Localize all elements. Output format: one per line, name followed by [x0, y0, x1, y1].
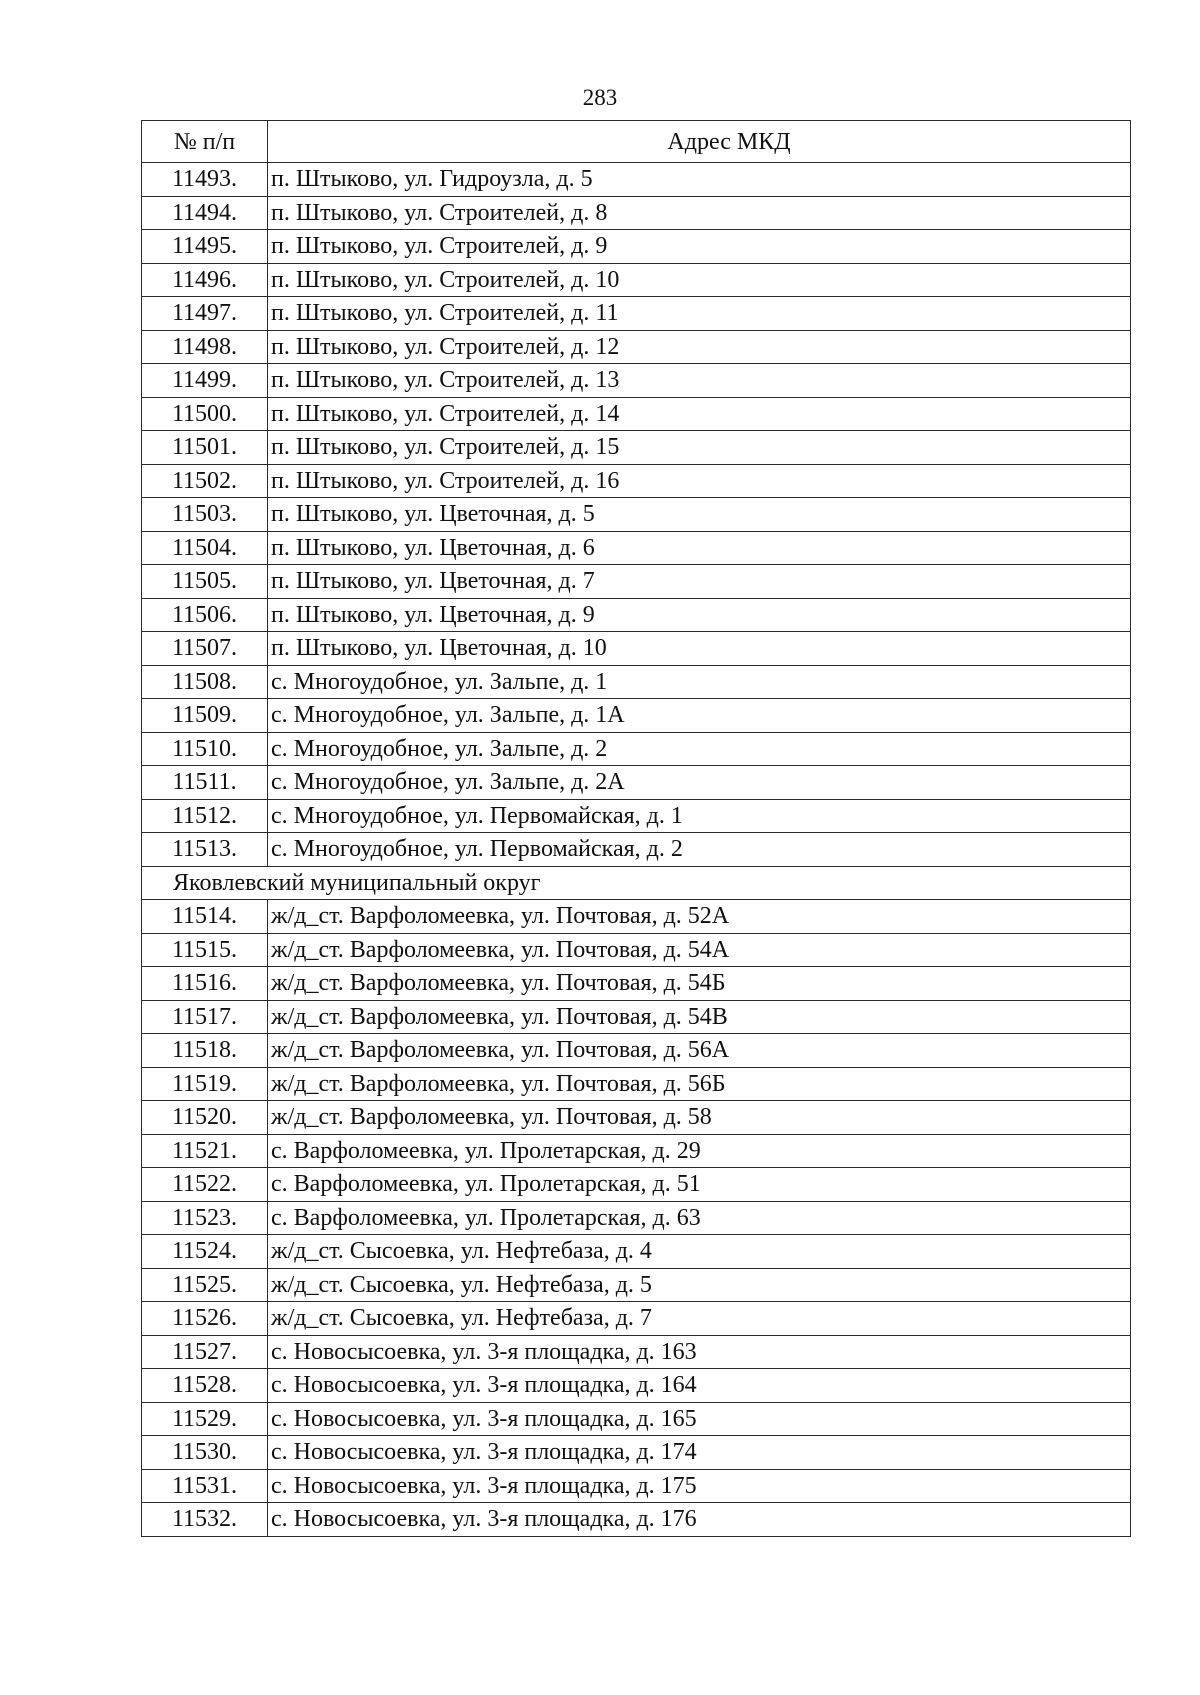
table-row: [142, 665, 1131, 699]
row-address: п. Штыково, ул. Строителей, д. 10: [268, 263, 1131, 297]
table-row: [142, 1000, 1131, 1034]
row-address: п. Штыково, ул. Строителей, д. 16: [268, 464, 1131, 498]
table-body: [142, 163, 1131, 1537]
row-number: 11496.: [142, 263, 268, 297]
row-address: с. Новосысоевка, ул. 3-я площадка, д. 175: [268, 1469, 1131, 1503]
section-row: [142, 866, 1131, 900]
table-row: [142, 1469, 1131, 1503]
row-number: 11504.: [142, 531, 268, 565]
table-row: [142, 1168, 1131, 1202]
row-number: 11497.: [142, 297, 268, 331]
row-number: 11512.: [142, 799, 268, 833]
table-row: [142, 364, 1131, 398]
row-number: 11510.: [142, 732, 268, 766]
table-row: [142, 230, 1131, 264]
row-number: 11520.: [142, 1101, 268, 1135]
row-number: 11530.: [142, 1436, 268, 1470]
row-number: 11528.: [142, 1369, 268, 1403]
row-address: с. Новосысоевка, ул. 3-я площадка, д. 163: [268, 1335, 1131, 1369]
row-number: 11506.: [142, 598, 268, 632]
table-row: [142, 531, 1131, 565]
row-address: п. Штыково, ул. Цветочная, д. 9: [268, 598, 1131, 632]
table-row: [142, 933, 1131, 967]
row-address: п. Штыково, ул. Цветочная, д. 5: [268, 498, 1131, 532]
row-number: 11508.: [142, 665, 268, 699]
row-number: 11525.: [142, 1268, 268, 1302]
row-number: 11529.: [142, 1402, 268, 1436]
table-row: [142, 1134, 1131, 1168]
table-row: [142, 967, 1131, 1001]
row-number: 11498.: [142, 330, 268, 364]
header-number: № п/п: [142, 121, 268, 163]
row-number: 11501.: [142, 431, 268, 465]
row-number: 11515.: [142, 933, 268, 967]
table-row: [142, 1235, 1131, 1269]
row-address: п. Штыково, ул. Цветочная, д. 6: [268, 531, 1131, 565]
row-number: 11532.: [142, 1503, 268, 1537]
row-number: 11521.: [142, 1134, 268, 1168]
row-number: 11509.: [142, 699, 268, 733]
row-number: 11527.: [142, 1335, 268, 1369]
row-number: 11516.: [142, 967, 268, 1001]
table-row: [142, 799, 1131, 833]
row-address: ж/д_ст. Сысоевка, ул. Нефтебаза, д. 7: [268, 1302, 1131, 1336]
row-address: ж/д_ст. Сысоевка, ул. Нефтебаза, д. 4: [268, 1235, 1131, 1269]
row-address: п. Штыково, ул. Строителей, д. 13: [268, 364, 1131, 398]
row-address: п. Штыково, ул. Строителей, д. 8: [268, 196, 1131, 230]
row-address: п. Штыково, ул. Строителей, д. 12: [268, 330, 1131, 364]
row-address: с. Новосысоевка, ул. 3-я площадка, д. 164: [268, 1369, 1131, 1403]
row-address: с. Многоудобное, ул. Зальпе, д. 2А: [268, 766, 1131, 800]
table-row: [142, 1402, 1131, 1436]
table-row: [142, 598, 1131, 632]
row-address: с. Новосысоевка, ул. 3-я площадка, д. 176: [268, 1503, 1131, 1537]
table-row: [142, 464, 1131, 498]
row-address: ж/д_ст. Варфоломеевка, ул. Почтовая, д. 54А: [268, 933, 1131, 967]
row-address: с. Многоудобное, ул. Зальпе, д. 2: [268, 732, 1131, 766]
row-address: ж/д_ст. Варфоломеевка, ул. Почтовая, д. 54Б: [268, 967, 1131, 1001]
table-row: [142, 1503, 1131, 1537]
table-row: [142, 498, 1131, 532]
table-row: [142, 263, 1131, 297]
row-number: 11507.: [142, 632, 268, 666]
row-number: 11518.: [142, 1034, 268, 1068]
row-number: 11522.: [142, 1168, 268, 1202]
table-row: [142, 565, 1131, 599]
page-number: 283: [582, 85, 618, 110]
row-number: 11523.: [142, 1201, 268, 1235]
row-address: п. Штыково, ул. Строителей, д. 15: [268, 431, 1131, 465]
header-address: Адрес МКД: [268, 121, 1131, 163]
row-address: с. Многоудобное, ул. Первомайская, д. 1: [268, 799, 1131, 833]
row-number: 11502.: [142, 464, 268, 498]
table-row: [142, 699, 1131, 733]
row-address: п. Штыково, ул. Гидроузла, д. 5: [268, 163, 1131, 197]
table-row: [142, 1067, 1131, 1101]
table-row: [142, 297, 1131, 331]
section-title: Яковлевский муниципальный округ: [142, 866, 1131, 900]
table-row: [142, 1369, 1131, 1403]
row-address: ж/д_ст. Варфоломеевка, ул. Почтовая, д. 58: [268, 1101, 1131, 1135]
row-number: 11499.: [142, 364, 268, 398]
row-address: п. Штыково, ул. Строителей, д. 11: [268, 297, 1131, 331]
table-row: [142, 900, 1131, 934]
table-row: [142, 330, 1131, 364]
table-row: [142, 833, 1131, 867]
table-row: [142, 1101, 1131, 1135]
table-row: [142, 732, 1131, 766]
table-row: [142, 431, 1131, 465]
row-number: 11503.: [142, 498, 268, 532]
table-row: [142, 1034, 1131, 1068]
row-address: п. Штыково, ул. Строителей, д. 14: [268, 397, 1131, 431]
row-address: ж/д_ст. Варфоломеевка, ул. Почтовая, д. 54В: [268, 1000, 1131, 1034]
row-address: с. Новосысоевка, ул. 3-я площадка, д. 174: [268, 1436, 1131, 1470]
row-number: 11493.: [142, 163, 268, 197]
row-number: 11500.: [142, 397, 268, 431]
table-row: [142, 397, 1131, 431]
row-address: с. Новосысоевка, ул. 3-я площадка, д. 165: [268, 1402, 1131, 1436]
row-number: 11494.: [142, 196, 268, 230]
row-address: с. Многоудобное, ул. Зальпе, д. 1А: [268, 699, 1131, 733]
row-number: 11513.: [142, 833, 268, 867]
row-address: ж/д_ст. Варфоломеевка, ул. Почтовая, д. 52А: [268, 900, 1131, 934]
row-address: с. Варфоломеевка, ул. Пролетарская, д. 51: [268, 1168, 1131, 1202]
table-row: [142, 1201, 1131, 1235]
row-number: 11519.: [142, 1067, 268, 1101]
row-address: ж/д_ст. Варфоломеевка, ул. Почтовая, д. 56А: [268, 1034, 1131, 1068]
row-number: 11526.: [142, 1302, 268, 1336]
row-address: с. Варфоломеевка, ул. Пролетарская, д. 29: [268, 1134, 1131, 1168]
row-number: 11505.: [142, 565, 268, 599]
row-address: п. Штыково, ул. Строителей, д. 9: [268, 230, 1131, 264]
row-number: 11531.: [142, 1469, 268, 1503]
table-row: [142, 1436, 1131, 1470]
row-address: с. Варфоломеевка, ул. Пролетарская, д. 63: [268, 1201, 1131, 1235]
table-header-row: [142, 121, 1131, 163]
row-number: 11524.: [142, 1235, 268, 1269]
row-address: ж/д_ст. Сысоевка, ул. Нефтебаза, д. 5: [268, 1268, 1131, 1302]
row-number: 11495.: [142, 230, 268, 264]
table-row: [142, 163, 1131, 197]
row-address: с. Многоудобное, ул. Зальпе, д. 1: [268, 665, 1131, 699]
table-row: [142, 1268, 1131, 1302]
table-row: [142, 632, 1131, 666]
row-address: ж/д_ст. Варфоломеевка, ул. Почтовая, д. 56Б: [268, 1067, 1131, 1101]
row-number: 11514.: [142, 900, 268, 934]
row-number: 11517.: [142, 1000, 268, 1034]
table-row: [142, 1302, 1131, 1336]
table-row: [142, 196, 1131, 230]
row-address: с. Многоудобное, ул. Первомайская, д. 2: [268, 833, 1131, 867]
mkd-address-table: [141, 120, 1131, 1537]
row-number: 11511.: [142, 766, 268, 800]
table-row: [142, 1335, 1131, 1369]
row-address: п. Штыково, ул. Цветочная, д. 7: [268, 565, 1131, 599]
row-address: п. Штыково, ул. Цветочная, д. 10: [268, 632, 1131, 666]
table-row: [142, 766, 1131, 800]
